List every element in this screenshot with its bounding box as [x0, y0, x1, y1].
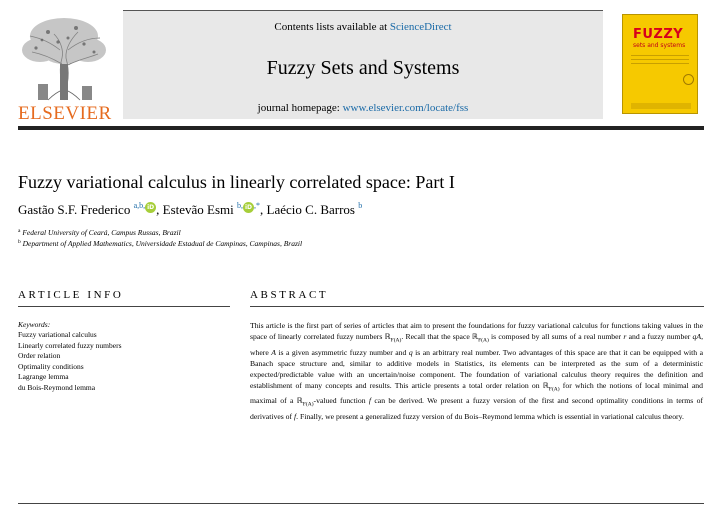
header-divider	[18, 126, 704, 130]
footer-rule	[18, 503, 704, 504]
publisher-wordmark: ELSEVIER	[18, 103, 112, 124]
math-r: ℝ	[472, 332, 479, 341]
homepage-prefix: journal homepage:	[257, 102, 343, 114]
math-symbol	[384, 332, 402, 344]
journal-header	[18, 10, 706, 122]
abstract-fragment: This article is the first part of series of articles that aim to present the foundations for fuzzy variational calculus for functions taking values in the space of linearly correlated fuzzy numbers	[250, 321, 703, 341]
cover-rule	[631, 59, 689, 60]
abstract-fragment: -valued function	[313, 396, 369, 406]
keyword-item[interactable]: Order relation	[18, 351, 61, 360]
cover-footer	[631, 103, 691, 109]
math-sub: F(A)	[548, 386, 560, 393]
contents-prefix: Contents lists available at	[274, 21, 390, 33]
keyword-item[interactable]: Lagrange lemma	[18, 372, 69, 381]
math-var: r	[623, 332, 627, 341]
author-separator: ,	[260, 202, 267, 217]
journal-banner	[123, 10, 603, 119]
keyword-item[interactable]: Optimality conditions	[18, 361, 84, 371]
math-symbol	[542, 380, 560, 393]
keywords-label: Keywords:	[18, 320, 51, 329]
abstract-fragment: is composed by all sums of a real number	[488, 332, 624, 341]
orcid-icon[interactable]: iD	[147, 204, 155, 211]
affiliation-mark: b	[18, 239, 21, 245]
keyword-item[interactable]: du Bois-Reymond lemma	[18, 382, 96, 392]
math-var: qA	[692, 332, 702, 341]
math-sub: F(A)	[478, 337, 489, 344]
affiliation-marks[interactable]: b	[358, 201, 363, 210]
article-title: Fuzzy variational calculus in linearly correlated space: Part I	[18, 172, 455, 192]
math-symbol	[296, 396, 314, 408]
abstract-heading: ABSTRACT	[250, 289, 329, 301]
abstract-fragment: , where	[250, 332, 703, 357]
affiliation-text: Federal University of Ceará, Campus Russas, Brazil	[22, 228, 181, 237]
math-sub: F(A)	[390, 337, 402, 344]
elsevier-tree-icon	[18, 14, 110, 102]
abstract-fragment: can be derived. We present a fuzzy version of the first and second optimality conditions in terms of derivatives of	[250, 396, 704, 421]
abstract-fragment: and a fuzzy number	[626, 332, 693, 341]
affiliation-a	[18, 228, 181, 237]
author-separator: ,	[156, 202, 163, 217]
abstract-rule	[250, 306, 704, 307]
cover-title: FUZZY	[633, 27, 684, 42]
orcid-icon[interactable]: iD	[245, 204, 253, 211]
math-var: f	[293, 411, 297, 421]
homepage-link[interactable]: www.elsevier.com/locate/fss	[342, 102, 469, 114]
math-r: ℝ	[296, 396, 303, 406]
abstract-fragment: is an arbitrary real number. Two advantages of this space are that it can be equipped with a Banach space structure and, similar to additive models in Statistics, its elements can be interpreted as the sum of a deterministic expected/predictable value with an uncertain/noise component. The foundation of variational calculus theory requires the definition and establishment of many concepts and results. This article presents a total order relation on	[250, 347, 703, 390]
affiliation-mark: a	[18, 228, 21, 234]
journal-title: Fuzzy Sets and Systems	[266, 57, 460, 79]
math-var: q	[408, 347, 413, 357]
math-sub: F(A)	[302, 401, 314, 408]
contents-line	[123, 21, 603, 33]
math-r: ℝ	[542, 380, 549, 390]
author-name[interactable]: Estevão Esmi	[162, 202, 234, 217]
affiliation-marks[interactable]: a,b,	[133, 201, 146, 210]
math-var: A	[271, 347, 276, 357]
abstract-fragment: is a given asymmetric fuzzy number and	[275, 347, 409, 357]
cover-rule	[631, 63, 689, 64]
abstract-fragment: for which the notions of local minimal and maximal of a	[250, 380, 703, 406]
cover-subtitle: sets and systems	[633, 42, 686, 49]
article-info-rule	[18, 306, 230, 307]
affiliation-text: Department of Applied Mathematics, Universidade Estadual de Campinas, Campinas, Brazil	[22, 239, 303, 248]
abstract-text	[250, 320, 703, 422]
math-r: ℝ	[384, 332, 391, 341]
affiliation-b	[18, 239, 302, 248]
cover-emblem-icon	[683, 74, 694, 85]
author-list	[18, 201, 362, 218]
cover-rule	[631, 55, 689, 56]
author-name[interactable]: Gastão S.F. Frederico	[18, 202, 131, 217]
corresponding-mark[interactable]: ,*	[254, 201, 261, 210]
author-name[interactable]: Laécio C. Barros	[266, 202, 355, 217]
keyword-item[interactable]: Fuzzy variational calculus	[18, 330, 97, 339]
affiliation-marks[interactable]: b,	[237, 201, 244, 210]
math-var: f	[368, 396, 372, 406]
abstract-fragment: . Finally, we present a generalized fuzzy version of du Bois–Reymond lemma which is essential in variational calculus theory.	[296, 411, 684, 421]
article-info-heading: ARTICLE INFO	[18, 289, 124, 301]
math-symbol	[472, 332, 489, 344]
journal-cover[interactable]	[622, 14, 698, 114]
homepage-line	[123, 102, 603, 114]
keyword-list	[18, 330, 122, 393]
keyword-item[interactable]: Linearly correlated fuzzy numbers	[18, 340, 122, 350]
sciencedirect-link[interactable]: ScienceDirect	[389, 21, 452, 33]
elsevier-logo[interactable]	[18, 10, 110, 122]
abstract-fragment: . Recall that the space	[401, 332, 473, 341]
